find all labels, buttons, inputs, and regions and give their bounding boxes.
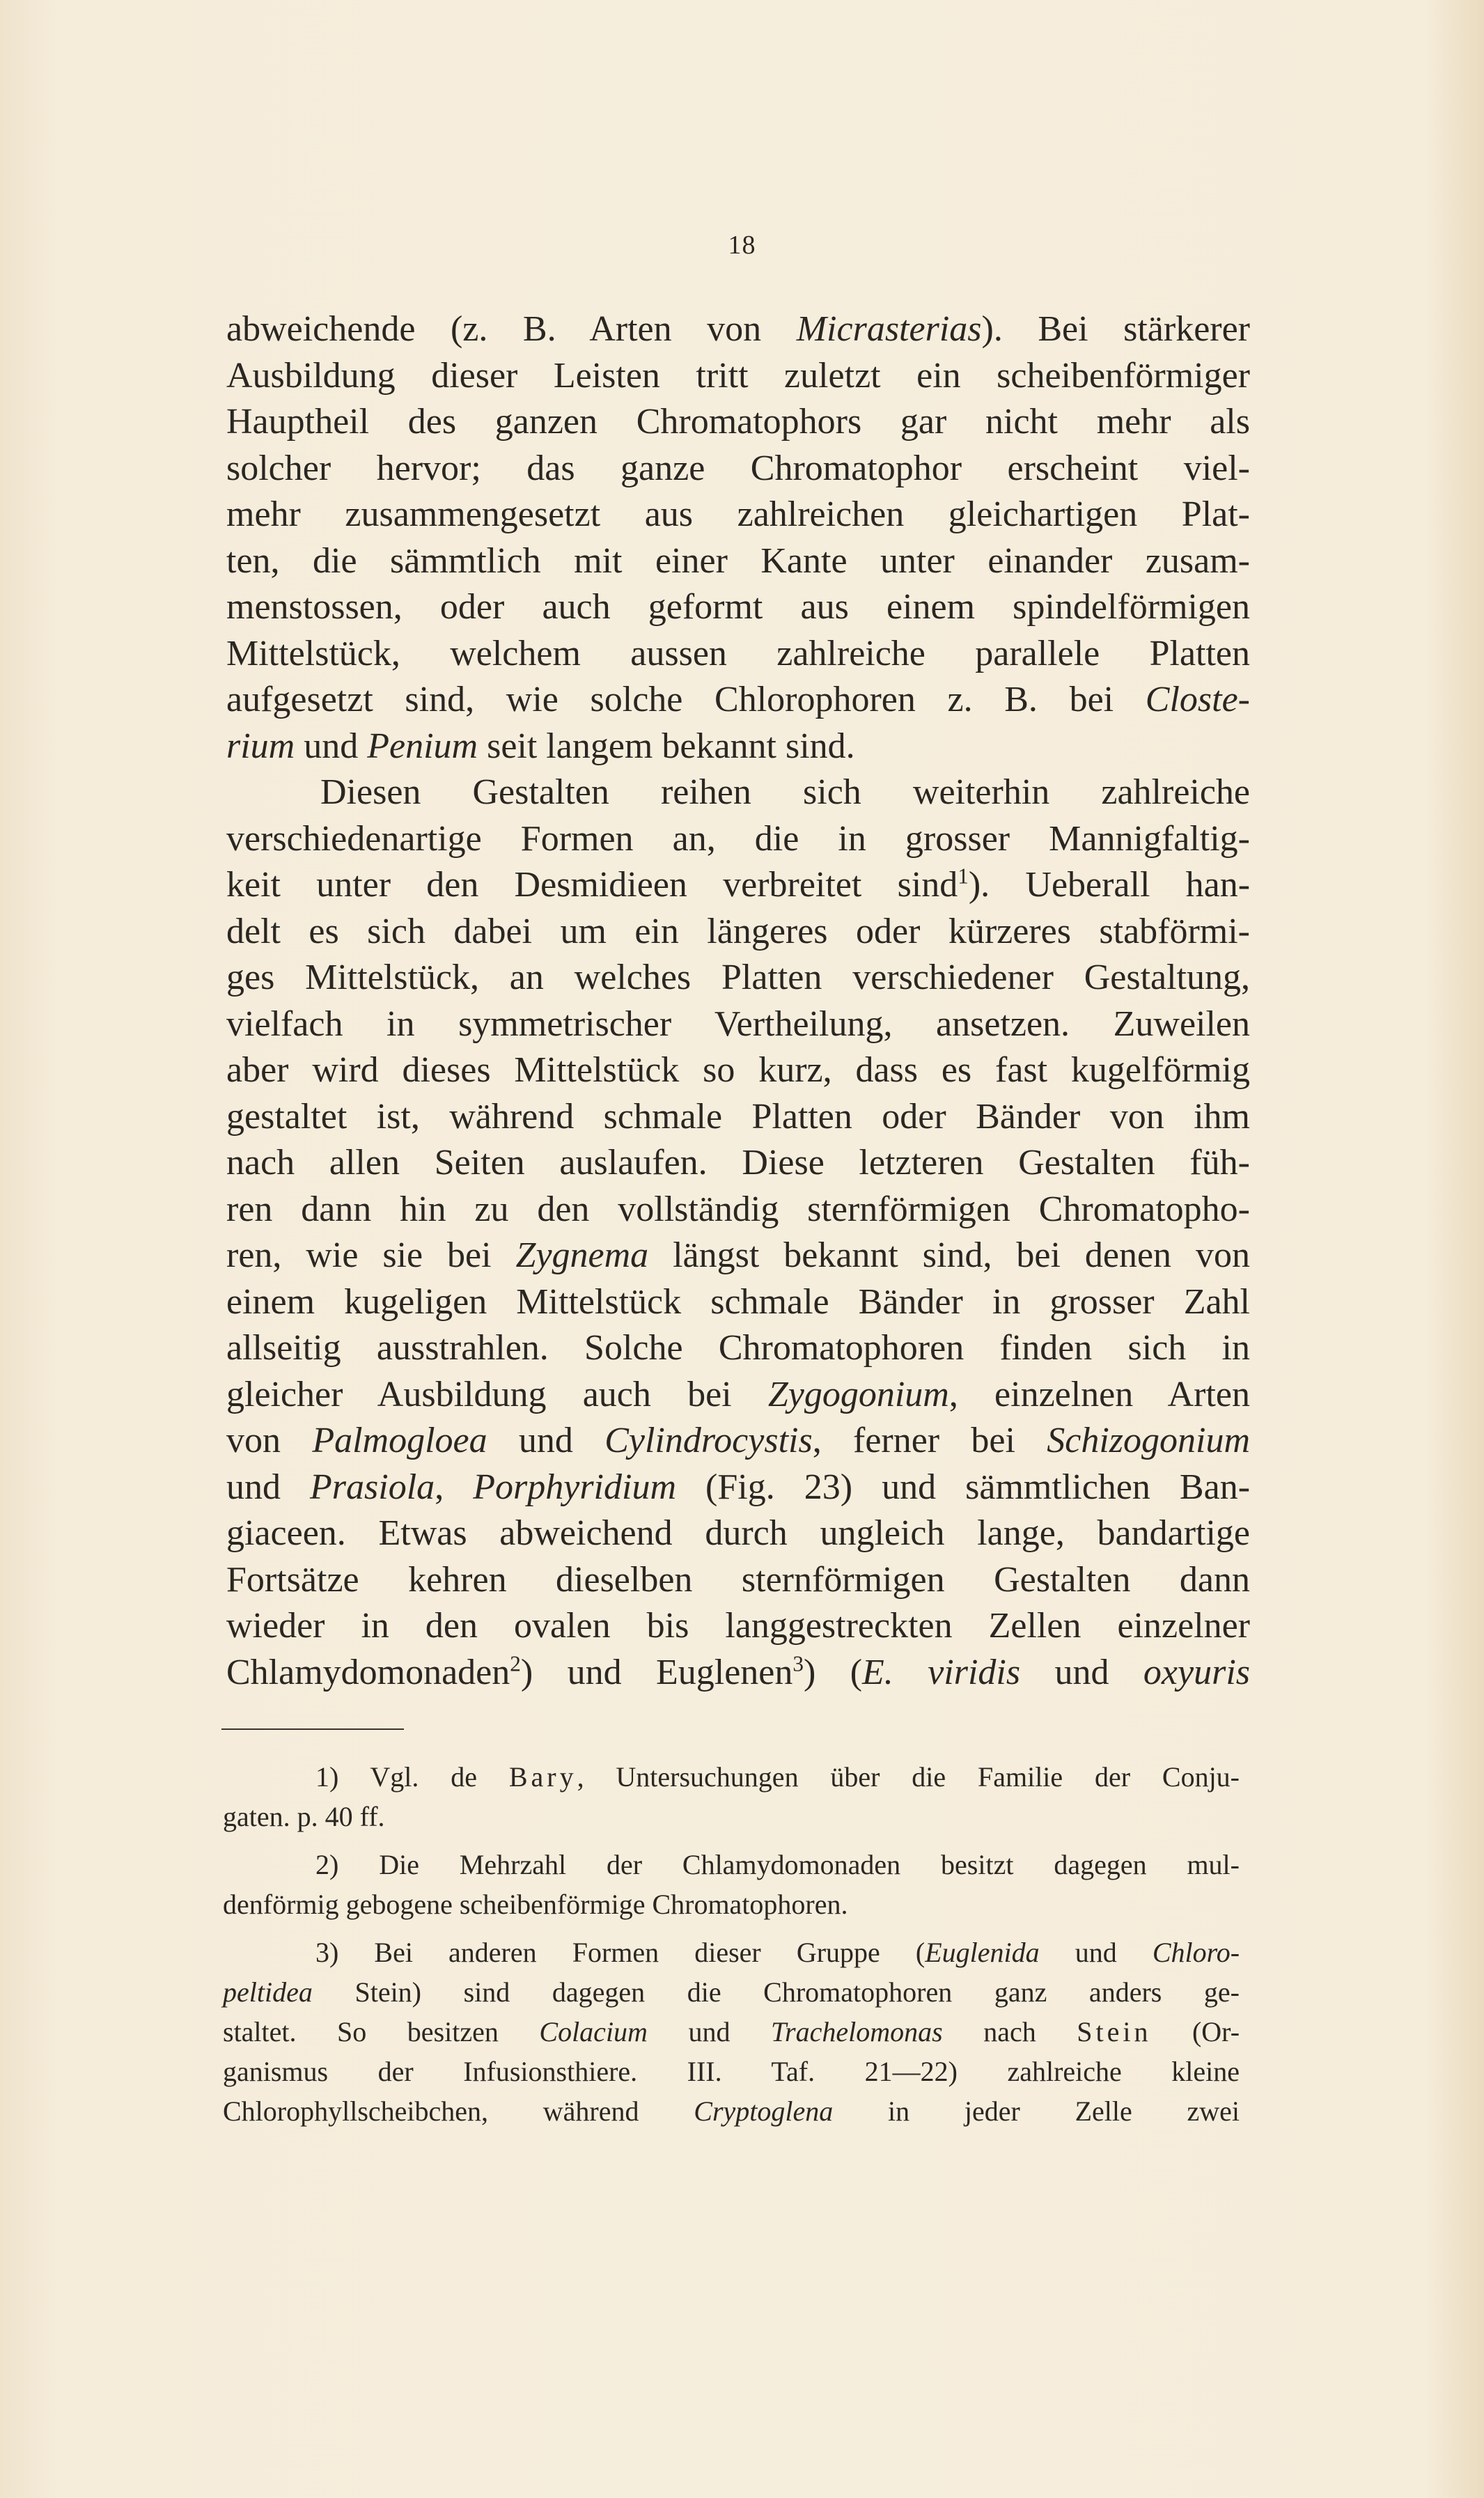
italic-term: Cryptoglena: [694, 2095, 834, 2127]
italic-term: Trachelomonas: [770, 2016, 943, 2047]
text-run: , einzelnen Arten: [948, 1374, 1251, 1414]
body-line: [226, 492, 1250, 538]
body-line: [226, 584, 1250, 631]
footnote-reference: 2: [510, 1650, 521, 1676]
text-run: nach: [942, 2016, 1077, 2047]
text-run: ) (: [803, 1652, 863, 1692]
text-run: verschiedenartige Formen an, die in grosser Mannigfaltig-: [226, 818, 1250, 859]
text-run: und: [295, 726, 368, 766]
text-run: und: [226, 1467, 311, 1507]
italic-term: Penium: [367, 726, 478, 766]
text-run: delt es sich dabei um ein längeres oder kürzeres stabförmi-: [226, 911, 1250, 951]
text-run: ganismus der Infusionsthiere. III. Taf. 21—22) zahlreiche kleine: [223, 2056, 1240, 2087]
body-line: [226, 1603, 1250, 1650]
italic-term: Zygogonium: [767, 1374, 949, 1414]
body-line: [226, 399, 1250, 446]
body-line: [226, 1187, 1250, 1233]
footnote-line: [223, 1884, 1240, 1924]
text-run: giaceen. Etwas abweichend durch ungleich lange, bandartige: [226, 1513, 1250, 1553]
text-run: und: [487, 1421, 605, 1460]
text-run: aufgesetzt sind, wie solche Chlorophoren z. B. bei: [226, 680, 1146, 719]
body-line: [226, 770, 1250, 816]
text-run: ). Bei stärkerer: [981, 309, 1250, 349]
body-line: [226, 631, 1250, 678]
body-line: [226, 1140, 1250, 1187]
italic-term: Palmogloea: [312, 1421, 487, 1460]
footnote-line: [223, 1933, 1240, 1972]
italic-term: Closte-: [1145, 680, 1250, 719]
text-run: vielfach in symmetrischer Vertheilung, ansetzen. Zuweilen: [226, 1004, 1250, 1044]
text-run: ). Ueberall han-: [968, 865, 1251, 905]
text-run: und: [647, 2016, 771, 2047]
text-run: mehr zusammengesetzt aus zahlreichen gleichartigen Plat-: [226, 494, 1250, 534]
footnote-reference: 3: [792, 1650, 804, 1676]
body-line: [226, 909, 1250, 955]
text-run: seit langem bekannt sind.: [478, 726, 855, 766]
italic-term: Porphyridium: [473, 1467, 676, 1507]
text-run: Fortsätze kehren dieselben sternförmigen Gestalten dann: [226, 1559, 1250, 1600]
footnote-line: [223, 2052, 1240, 2091]
text-run: 2) Die Mehrzahl der Chlamydomonaden besitzt dagegen mul-: [315, 1849, 1240, 1880]
text-run: in jeder Zelle zwei: [833, 2095, 1240, 2127]
body-line: [226, 1094, 1250, 1141]
text-run: Chlorophyllscheibchen, während: [223, 2095, 694, 2127]
text-run: wieder in den ovalen bis langgestreckten Zellen einzelner: [226, 1606, 1250, 1646]
text-run: allseitig ausstrahlen. Solche Chromatophoren finden sich in: [226, 1328, 1250, 1368]
body-line: [226, 1510, 1250, 1557]
body-line: [226, 1372, 1250, 1419]
text-run: ten, die sämmtlich mit einer Kante unter einander zusam-: [226, 540, 1250, 581]
body-line: [226, 1047, 1250, 1094]
footnote-reference: 1: [958, 864, 969, 889]
footnote-line: [223, 1972, 1240, 2012]
footnote-line: [223, 2091, 1240, 2131]
text-run: ren, wie sie bei: [226, 1235, 516, 1275]
footnote-line: [223, 1797, 1240, 1836]
body-line: [226, 446, 1250, 492]
italic-term: rium: [226, 726, 295, 766]
author-name: Stein: [1077, 2016, 1152, 2047]
italic-term: E. viridis: [862, 1652, 1021, 1692]
text-run: Stein) sind dagegen die Chromatophoren ganz anders ge-: [312, 1976, 1240, 2008]
body-line: [226, 1650, 1250, 1696]
text-run: und: [1020, 1652, 1143, 1692]
text-run: und: [1039, 1937, 1153, 1968]
text-run: abweichende (z. B. Arten von: [226, 309, 797, 349]
footnote-gap: [223, 1836, 1240, 1845]
body-line: [226, 955, 1250, 1001]
text-run: , ferner bei: [812, 1421, 1047, 1460]
text-run: Chlamydomonaden: [226, 1652, 510, 1692]
body-line: [226, 1418, 1250, 1465]
body-line: [226, 306, 1250, 353]
text-run: denförmig gebogene scheibenförmige Chromatophoren.: [223, 1889, 848, 1920]
body-line: [226, 724, 1250, 770]
italic-term: Micrasterias: [796, 309, 982, 349]
italic-term: peltidea: [223, 1976, 313, 2008]
text-run: , Untersuchungen über die Familie der Conju-: [577, 1761, 1240, 1793]
text-run: staltet. So besitzen: [223, 2016, 540, 2047]
text-run: solcher hervor; das ganze Chromatophor erscheint viel-: [226, 448, 1250, 488]
text-run: von: [226, 1421, 313, 1460]
text-run: keit unter den Desmidieen verbreitet sind: [226, 865, 958, 905]
italic-term: oxyuris: [1143, 1652, 1251, 1692]
footnote-line: [223, 1757, 1240, 1797]
text-run: gleicher Ausbildung auch bei: [226, 1374, 768, 1414]
text-run: ,: [435, 1467, 474, 1507]
body-line: [226, 1001, 1250, 1048]
footnote-gap: [223, 1924, 1240, 1933]
body-line: [226, 1465, 1250, 1511]
italic-term: Prasiola: [310, 1467, 435, 1507]
text-run: längst bekannt sind, bei denen von: [648, 1235, 1250, 1275]
text-run: einem kugeligen Mittelstück schmale Bänder in grosser Zahl: [226, 1281, 1250, 1322]
text-run: Mittelstück, welchem aussen zahlreiche parallele Platten: [226, 633, 1250, 673]
body-line: [226, 816, 1250, 863]
italic-term: Euglenida: [925, 1937, 1040, 1968]
text-run: gaten. p. 40 ff.: [223, 1801, 385, 1832]
footnote-line: [223, 2012, 1240, 2052]
text-run: ) und Euglenen: [520, 1652, 793, 1692]
text-run: gestaltet ist, während schmale Platten oder Bänder von ihm: [226, 1096, 1250, 1137]
text-run: Ausbildung dieser Leisten tritt zuletzt ein scheibenförmiger: [226, 355, 1250, 396]
italic-term: Zygnema: [515, 1235, 649, 1275]
italic-term: Chloro-: [1152, 1937, 1240, 1968]
body-line: [226, 677, 1250, 724]
body-text: [226, 306, 1250, 1696]
body-line: [226, 1325, 1250, 1372]
body-line: [226, 353, 1250, 400]
italic-term: Schizogonium: [1047, 1421, 1251, 1460]
body-line: [226, 1233, 1250, 1279]
footnote-line: [223, 1845, 1240, 1884]
text-run: ren dann hin zu den vollständig sternförmigen Chromatopho-: [226, 1189, 1250, 1229]
author-name: Bary: [508, 1761, 577, 1793]
body-line: [226, 862, 1250, 909]
body-line: [226, 538, 1250, 585]
text-run: nach allen Seiten auslaufen. Diese letzteren Gestalten füh-: [226, 1143, 1250, 1182]
italic-term: Colacium: [539, 2016, 648, 2047]
text-run: Hauptheil des ganzen Chromatophors gar nicht mehr als: [226, 402, 1250, 442]
text-run: (Or-: [1151, 2016, 1240, 2047]
text-run: ges Mittelstück, an welches Platten verschiedener Gestaltung,: [226, 958, 1250, 997]
body-line: [226, 1557, 1250, 1604]
page-number: 18: [728, 231, 756, 260]
text-run: aber wird dieses Mittelstück so kurz, dass es fast kugelförmig: [226, 1050, 1250, 1090]
italic-term: Cylindrocystis: [604, 1421, 813, 1460]
text-run: 1) Vgl. de: [315, 1761, 509, 1793]
footnotes: [223, 1757, 1240, 2131]
footnote-separator-rule: [221, 1728, 404, 1730]
text-run: 3) Bei anderen Formen dieser Gruppe (: [315, 1937, 925, 1968]
text-run: menstossen, oder auch geformt aus einem spindelförmigen: [226, 587, 1250, 627]
text-run: (Fig. 23) und sämmtlichen Ban-: [676, 1467, 1251, 1507]
body-line: [226, 1279, 1250, 1326]
text-run: Diesen Gestalten reihen sich weiterhin zahlreiche: [320, 772, 1250, 812]
